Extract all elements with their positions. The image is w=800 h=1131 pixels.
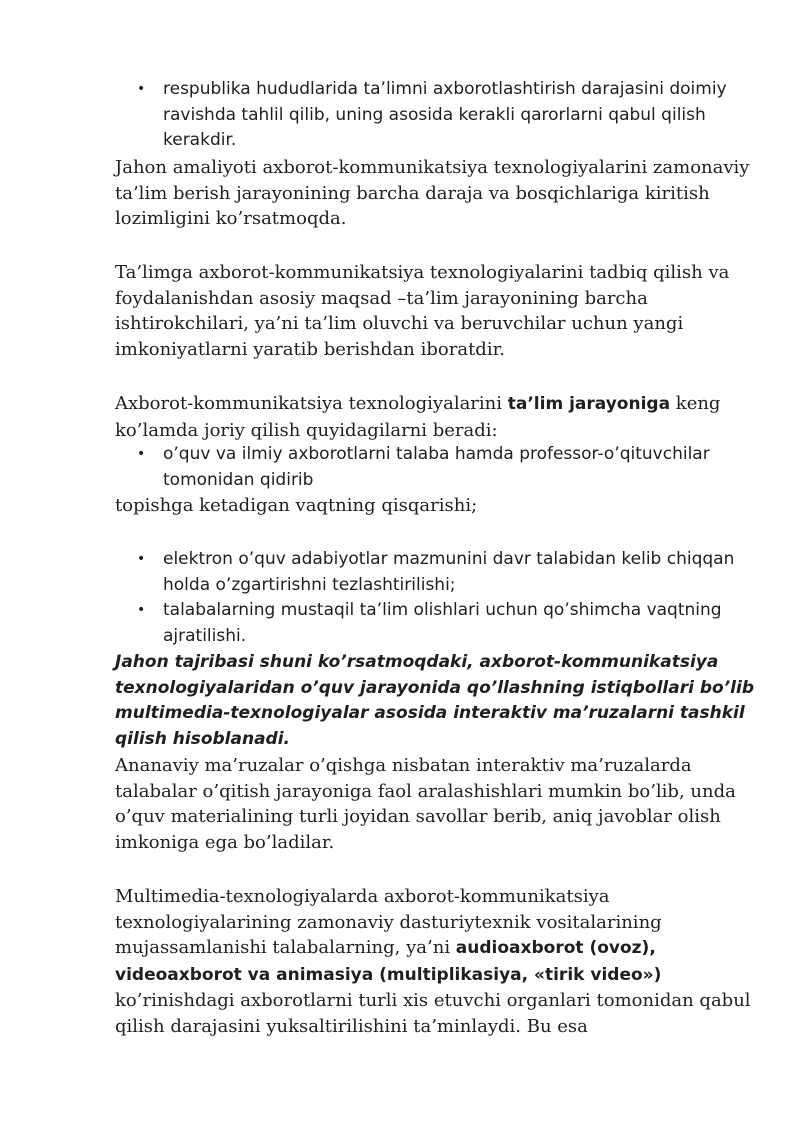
list-item-text: respublika hududlarida ta’limni axborotlashtirish darajasini doimiy ravishda tahlil qilib, uning asosida kerakli qarorlarni qabul qilish kerakdir.: [163, 79, 727, 150]
paragraph-6: Ananaviy ma’ruzalar o’qishga nisbatan interaktiv ma’ruzalarda talabalar o’qitish jarayoniga faol aralashishlari mumkin bo’lib, unda o’quv materialining turli joyidan savollar berib, aniq javoblar olish imkoniga ega bo’ladilar.: [115, 755, 736, 853]
list-item: [115, 442, 755, 493]
list-item: [115, 547, 755, 598]
paragraph-4: topishga ketadigan vaqtning qisqarishi;: [115, 495, 478, 516]
list-item: [115, 598, 755, 649]
paragraph-7-text-b: ko’rinishdagi axborotlarni turli xis etuvchi organlari tomonidan qabul qilish darajasini yuksaltirilishini ta’minlaydi. Bu esa: [115, 990, 751, 1037]
paragraph-3-bold: ta’lim jarayoniga: [507, 394, 671, 414]
paragraph-7: [115, 884, 755, 1039]
paragraph-1: Jahon amaliyoti axborot-kommunikatsiya texnologiyalarini zamonaviy ta’lim berish jarayonining barcha daraja va bosqichlariga kiritish lozimligini ko’rsatmoqda.: [115, 157, 750, 229]
paragraph-3-text-b: keng ko’lamda joriy qilish quyidagilarni beradi:: [115, 393, 721, 441]
paragraph-3: [115, 391, 755, 443]
bullet-list-3: [115, 547, 755, 649]
paragraph-7-bold: audioaxborot (ovoz), videoaxborot va animasiya (multiplikasiya, «tirik video»): [115, 938, 662, 985]
paragraph-2: Ta’limga axborot-kommunikatsiya texnologiyalarini tadbiq qilish va foydalanishdan asosiy maqsad –ta’lim jarayonining barcha ishtirokchilari, ya’ni ta’lim oluvchi va beruvchilar uchun yangi imkoniyatlarni yaratib berishdan iboratdir.: [115, 262, 730, 360]
paragraph-3-text-a: Axborot-kommunikatsiya texnologiyalarini: [115, 393, 508, 414]
paragraph-5-emphasis: Jahon tajribasi shuni ko’rsatmoqdaki, axborot-kommunikatsiya texnologiyalaridan o’quv jarayonida qo’llashning istiqbollari bo’lib multimedia-texnologiyalar asosida interaktiv ma’ruzalarni tashkil qilish hisoblanadi.: [115, 652, 754, 749]
bullet-icon: •: [137, 551, 146, 567]
bullet-icon: •: [137, 81, 146, 97]
list-item-text: o’quv va ilmiy axborotlarni talaba hamda professor-o’qituvchilar tomonidan qidirib: [163, 444, 710, 490]
list-item-text: talabalarning mustaqil ta’lim olishlari uchun qo’shimcha vaqtning ajratilishi.: [163, 600, 722, 646]
bullet-list-1: [115, 77, 755, 154]
paragraph-7-text-a: Multimedia-texnologiyalarda axborot-kommunikatsiya texnologiyalarining zamonaviy dasturiytexnik vositalarining mujassamlanishi talabalarning, ya’ni: [115, 886, 662, 958]
bullet-icon: •: [137, 446, 146, 462]
list-item-text: elektron o’quv adabiyotlar mazmunini davr talabidan kelib chiqqan holda o’zgartirishni tezlashtirilishi;: [163, 549, 735, 595]
list-item: [115, 77, 755, 154]
bullet-icon: •: [137, 602, 146, 618]
bullet-list-2: [115, 442, 755, 493]
